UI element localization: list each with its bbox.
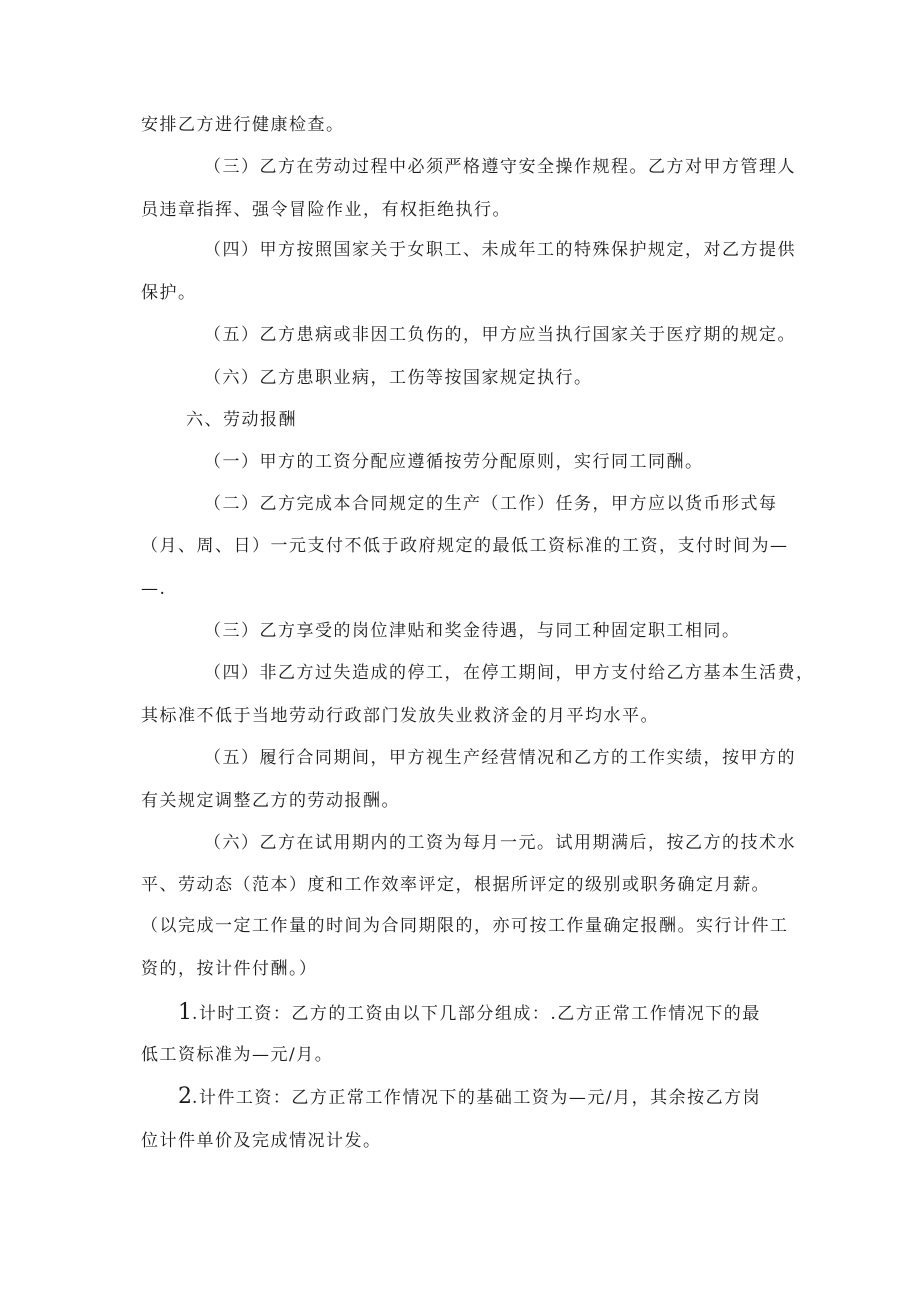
paragraph-line: 平、劳动态（范本）度和工作效率评定，根据所评定的级别或职务确定月薪。	[141, 875, 770, 895]
paragraph-line: （四）非乙方过失造成的停工，在停工期间，甲方支付给乙方基本生活费，	[204, 663, 815, 683]
item-number: 2	[178, 1084, 192, 1109]
paragraph-line: 安排乙方进行健康检查。	[141, 115, 345, 135]
numbered-item-1	[178, 1001, 761, 1026]
section-heading: 六、劳动报酬	[186, 410, 297, 430]
item-text: .计时工资：乙方的工资由以下几部分组成：.乙方正常工作情况下的最	[192, 1004, 761, 1024]
paragraph-line: 有关规定调整乙方的劳动报酬。	[141, 791, 400, 811]
paragraph-line: （五）履行合同期间，甲方视生产经营情况和乙方的工作实绩，按甲方的	[204, 748, 796, 768]
paragraph-line: （六）乙方患职业病，工伤等按国家规定执行。	[204, 368, 593, 388]
paragraph-line: 资的，按计件付酬。）	[141, 959, 318, 979]
item-number: 1	[178, 1000, 192, 1025]
paragraph-line: （月、周、日）一元支付不低于政府规定的最低工资标准的工资，支付时间为—	[141, 536, 789, 556]
paragraph-line: （二）乙方完成本合同规定的生产（工作）任务，甲方应以货币形式每	[204, 494, 778, 514]
numbered-item-2	[178, 1085, 761, 1110]
paragraph-line: 员违章指挥、强令冒险作业，有权拒绝执行。	[141, 200, 511, 220]
paragraph-line: 低工资标准为—元/月。	[141, 1045, 334, 1065]
paragraph-line: （六）乙方在试用期内的工资为每月一元。试用期满后，按乙方的技术水	[204, 833, 796, 853]
item-text: .计件工资：乙方正常工作情况下的基础工资为—元/月，其余按乙方岗	[192, 1088, 762, 1108]
paragraph-line: 保护。	[141, 283, 197, 303]
paragraph-line: —.	[141, 579, 167, 599]
paragraph-line: （三）乙方在劳动过程中必须严格遵守安全操作规程。乙方对甲方管理人	[204, 157, 796, 177]
paragraph-line: 位计件单价及完成情况计发。	[141, 1131, 382, 1151]
paragraph-line: （四）甲方按照国家关于女职工、未成年工的特殊保护规定，对乙方提供	[204, 240, 796, 260]
paragraph-line: （五）乙方患病或非因工负伤的，甲方应当执行国家关于医疗期的规定。	[204, 325, 796, 345]
paragraph-line: （三）乙方享受的岗位津贴和奖金待遇，与同工种固定职工相同。	[204, 621, 741, 641]
paragraph-line: 其标准不低于当地劳动行政部门发放失业救济金的月平均水平。	[141, 706, 659, 726]
paragraph-line: （一）甲方的工资分配应遵循按劳分配原则，实行同工同酬。	[204, 452, 704, 472]
paragraph-line: （以完成一定工作量的时间为合同期限的，亦可按工作量确定报酬。实行计件工	[141, 916, 789, 936]
